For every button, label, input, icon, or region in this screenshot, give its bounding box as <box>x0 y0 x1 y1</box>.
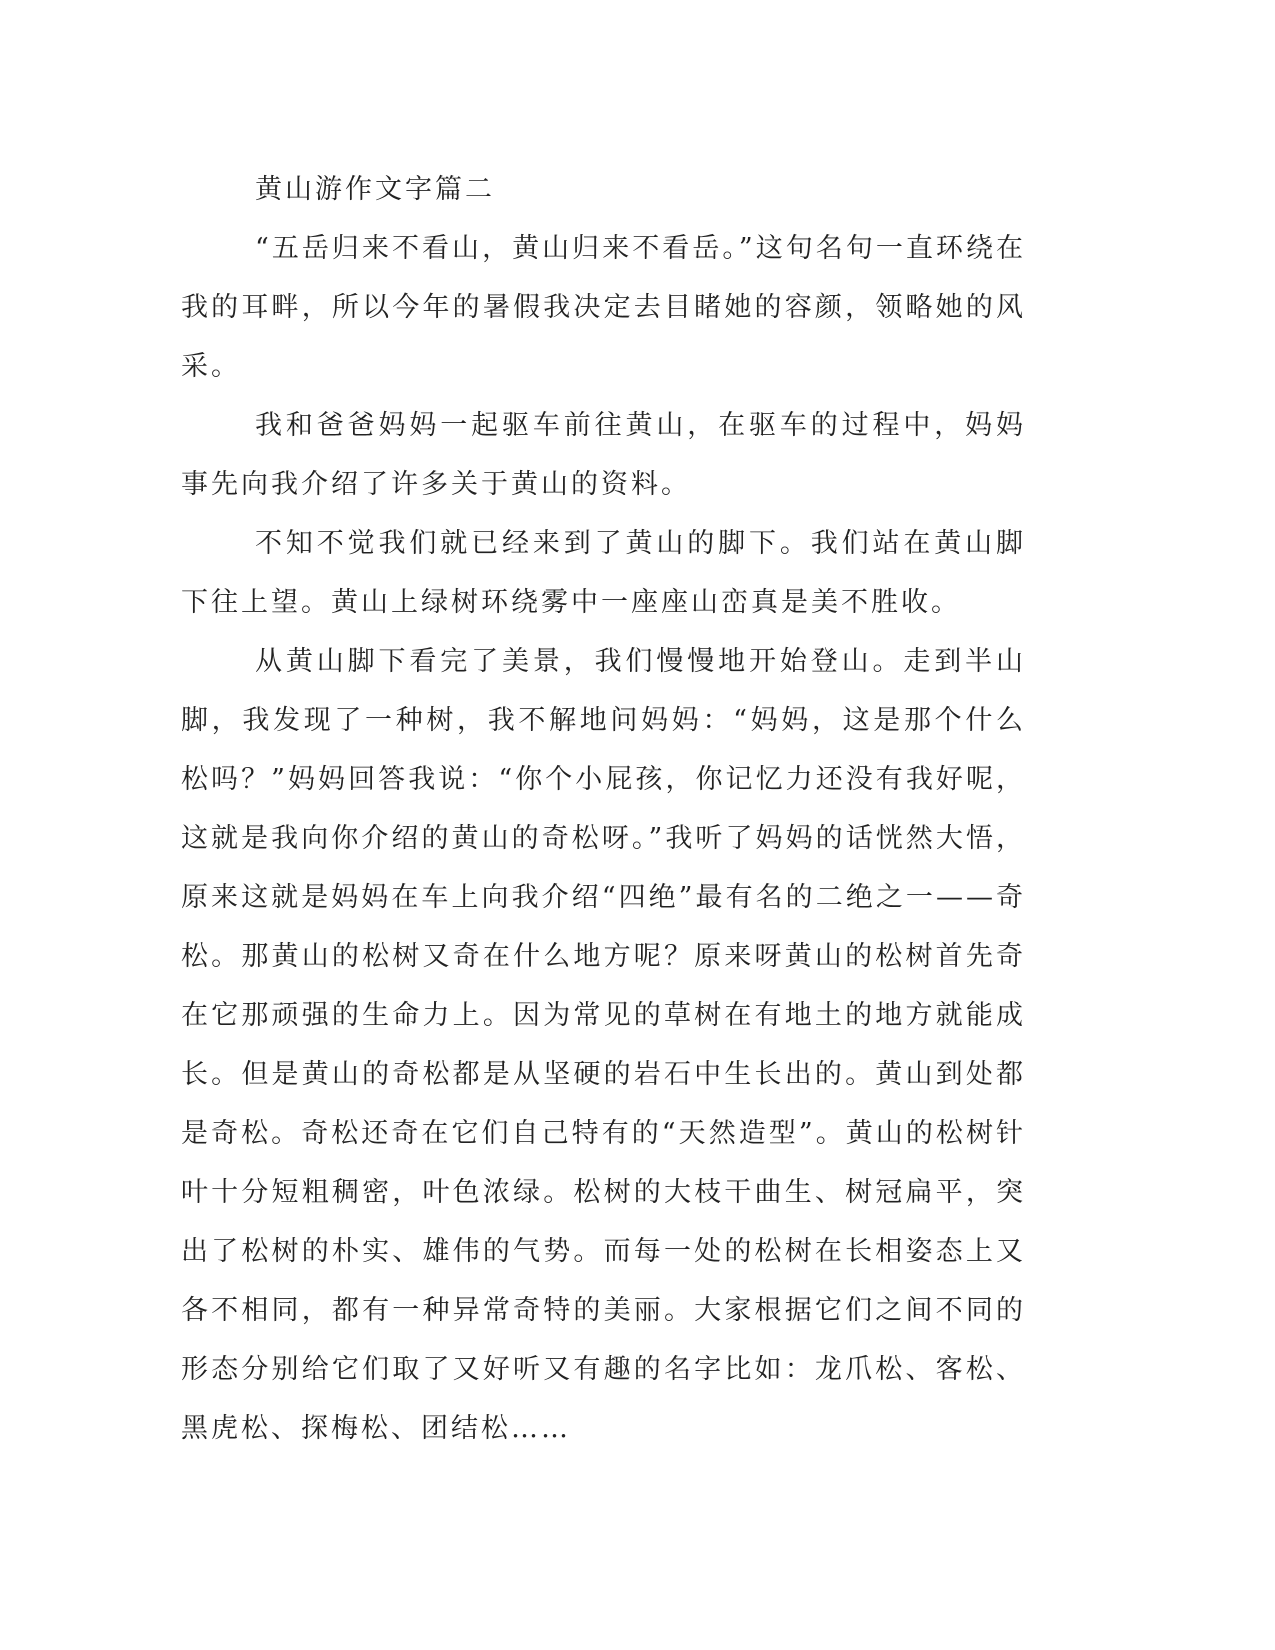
paragraph-2: 我和爸爸妈妈一起驱车前往黄山，在驱车的过程中，妈妈事先向我介绍了许多关于黄山的资料。 <box>181 410 1026 500</box>
paragraph-4: 从黄山脚下看完了美景，我们慢慢地开始登山。走到半山脚，我发现了一种树，我不解地问妈妈：“妈妈，这是那个什么松吗？”妈妈回答我说：“你个小屁孩，你记忆力还没有我好呢，这就是我向你介绍的黄山的奇松呀。”我听了妈妈的话恍然大悟，原来这就是妈妈在车上向我介绍“四绝”最有名的二绝之一——奇松。那黄山的松树又奇在什么地方呢？原来呀黄山的松树首先奇在它那顽强的生命力上。因为常见的草树在有地土的地方就能成长。但是黄山的奇松都是从坚硬的岩石中生长出的。黄山到处都是奇松。奇松还奇在它们自己特有的“天然造型”。黄山的松树针叶十分短粗稠密，叶色浓绿。松树的大枝干曲生、树冠扁平，突出了松树的朴实、雄伟的气势。而每一处的松树在长相姿态上又各不相同，都有一种异常奇特的美丽。大家根据它们之间不同的形态分别给它们取了又好听又有趣的名字比如：龙爪松、客松、黑虎松、探梅松、团结松…… <box>181 646 1026 1444</box>
document-title: 黄山游作文字篇二 <box>255 174 495 205</box>
paragraph-1: “五岳归来不看山，黄山归来不看岳。”这句名句一直环绕在我的耳畔，所以今年的暑假我决定去目睹她的容颜，领略她的风采。 <box>181 233 1026 382</box>
document-body <box>181 160 1026 1458</box>
paragraph-3: 不知不觉我们就已经来到了黄山的脚下。我们站在黄山脚下往上望。黄山上绿树环绕雾中一座座山峦真是美不胜收。 <box>181 528 1026 618</box>
